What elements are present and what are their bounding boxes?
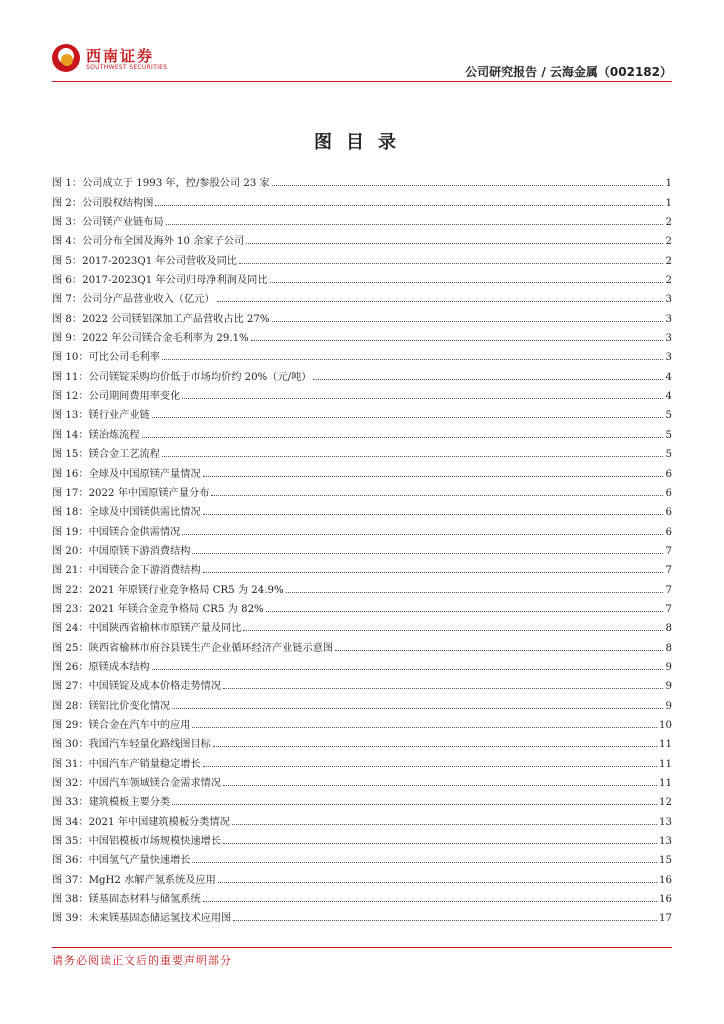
toc-entry-page: 12 [659, 797, 672, 809]
toc-entry-label: 图 11：公司镁锭采购均价低于市场均价约 20%（元/吨） [52, 371, 312, 383]
toc-leader-dots [223, 843, 657, 844]
toc-entry[interactable] [52, 286, 672, 305]
toc-entry-page: 5 [665, 410, 672, 422]
toc-entry[interactable] [52, 363, 672, 382]
toc-leader-dots [232, 824, 657, 825]
toc-entry[interactable] [52, 480, 672, 499]
toc-leader-dots [192, 553, 663, 554]
toc-leader-dots [272, 321, 663, 322]
toc-leader-dots [162, 359, 663, 360]
toc-leader-dots [217, 301, 663, 302]
toc-entry-page: 11 [659, 739, 672, 751]
toc-leader-dots [286, 592, 663, 593]
toc-leader-dots [182, 398, 663, 399]
toc-entry-page: 3 [665, 313, 672, 325]
toc-entry[interactable] [52, 305, 672, 324]
toc-entry-page: 3 [665, 333, 672, 345]
toc-entry-page: 13 [659, 836, 672, 848]
toc-leader-dots [335, 650, 663, 651]
toc-entry-page: 7 [665, 584, 672, 596]
toc-entry-label: 图 2：公司股权结构图 [52, 197, 154, 209]
toc-leader-dots [192, 727, 657, 728]
toc-entry-label: 图 19：中国镁合金供需情况 [52, 526, 181, 538]
report-label: 公司研究报告 / 云海金属（002182） [465, 65, 672, 79]
toc-entry[interactable] [52, 538, 672, 557]
logo-english-name: SOUTHWEST SECURITIES [86, 64, 168, 71]
toc-entry[interactable] [52, 518, 672, 537]
toc-leader-dots [239, 263, 663, 264]
toc-entry-label: 图 38：镁基固态材料与储氢系统 [52, 894, 201, 906]
toc-entry[interactable] [52, 789, 672, 808]
toc-entry-label: 图 22：2021 年原镁行业竞争格局 CR5 为 24.9% [52, 584, 284, 596]
toc-entry-page: 4 [665, 391, 672, 403]
toc-entry[interactable] [52, 209, 672, 228]
toc-entry-page: 9 [665, 661, 672, 673]
toc-leader-dots [223, 688, 663, 689]
toc-leader-dots [203, 476, 663, 477]
toc-entry[interactable] [52, 170, 672, 189]
toc-title: 图目录 [314, 132, 410, 153]
toc-entry-label: 图 25：陕西省榆林市府谷县镁生产企业循环经济产业链示意图 [52, 642, 334, 654]
toc-entry-page: 10 [659, 719, 672, 731]
toc-entry-page: 15 [659, 855, 672, 867]
toc-leader-dots [246, 243, 663, 244]
toc-entry-page: 4 [665, 371, 672, 383]
toc-entry-label: 图 21：中国镁合金下游消费结构 [52, 565, 201, 577]
toc-entry-page: 9 [665, 700, 672, 712]
toc-entry[interactable] [52, 847, 672, 866]
toc-entry[interactable] [52, 750, 672, 769]
toc-entry-page: 16 [659, 874, 672, 886]
toc-entry-page: 2 [665, 275, 672, 287]
toc-entry[interactable] [52, 886, 672, 905]
toc-leader-dots [203, 514, 663, 515]
footer-disclaimer-note: 请务必阅读正文后的重要声明部分 [52, 954, 232, 967]
toc-leader-dots [223, 785, 657, 786]
toc-entry-label: 图 9：2022 年公司镁合金毛利率为 29.1% [52, 333, 249, 345]
toc-entry-label: 图 1：公司成立于 1993 年，控/参股公司 23 家 [52, 178, 270, 190]
toc-leader-dots [162, 456, 663, 457]
toc-leader-dots [166, 224, 663, 225]
toc-entry-label: 图 29：镁合金在汽车中的应用 [52, 719, 191, 731]
toc-entry-label: 图 18：全球及中国镁供需比情况 [52, 507, 201, 519]
toc-entry[interactable] [52, 325, 672, 344]
toc-entry-page: 7 [665, 603, 672, 615]
header-divider [52, 81, 672, 82]
toc-entry-page: 7 [665, 565, 672, 577]
toc-entry-page: 8 [665, 623, 672, 635]
toc-leader-dots [172, 708, 663, 709]
toc-leader-dots [152, 669, 663, 670]
toc-leader-dots [233, 920, 657, 921]
toc-entry[interactable] [52, 654, 672, 673]
toc-entry-page: 2 [665, 255, 672, 267]
toc-entry-label: 图 27：中国镁锭及成本价格走势情况 [52, 681, 222, 693]
toc-leader-dots [270, 282, 663, 283]
toc-entry[interactable] [52, 247, 672, 266]
toc-entry-label: 图 13：镁行业产业链 [52, 410, 150, 422]
toc-leader-dots [203, 901, 657, 902]
toc-entry[interactable] [52, 228, 672, 247]
logo-chinese-name: 西南证券 [86, 47, 155, 65]
toc-entry-page: 11 [659, 778, 672, 789]
toc-entry[interactable] [52, 460, 672, 479]
toc-entry[interactable] [52, 905, 672, 924]
toc-entry[interactable] [52, 731, 672, 750]
toc-entry[interactable] [52, 615, 672, 634]
toc-leader-dots [192, 862, 657, 863]
toc-leader-dots [243, 630, 663, 631]
toc-entry-page: 7 [665, 545, 672, 557]
toc-entry[interactable] [52, 596, 672, 615]
toc-entry-label: 图 36：中国氢气产量快速增长 [52, 855, 191, 867]
toc-leader-dots [266, 611, 663, 612]
toc-entry-page: 6 [665, 468, 672, 480]
toc-entry-label: 图 15：镁合金工艺流程 [52, 449, 160, 461]
toc-entry-page: 3 [665, 352, 672, 364]
toc-entry[interactable] [52, 692, 672, 711]
toc-entry-page: 8 [665, 642, 672, 654]
toc-entry-page: 1 [665, 197, 672, 209]
toc-entry-label: 图 10：可比公司毛利率 [52, 352, 160, 364]
toc-entry-label: 图 30：我国汽车轻量化路线图目标 [52, 739, 211, 751]
toc-entry[interactable] [52, 712, 672, 731]
logo-emblem-icon [52, 44, 80, 72]
toc-entry[interactable] [52, 828, 672, 847]
toc-entry[interactable] [52, 441, 672, 460]
toc-leader-dots [172, 804, 657, 805]
toc-entry-page: 13 [659, 816, 672, 828]
toc-entry-page: 1 [665, 178, 672, 190]
toc-entry-label: 图 7：公司分产品营业收入（亿元） [52, 294, 215, 306]
toc-entry-label: 图 39：未来镁基固态储运氢技术应用图 [52, 913, 232, 925]
toc-leader-dots [211, 495, 663, 496]
page-header [0, 0, 724, 84]
toc-entry-label: 图 28：镁铝比价变化情况 [52, 700, 171, 712]
toc-leader-dots [182, 534, 663, 535]
toc-entry-label: 图 5：2017-2023Q1 年公司营收及同比 [52, 255, 237, 267]
toc-entry[interactable] [52, 770, 672, 789]
toc-entry[interactable] [52, 421, 672, 440]
toc-entry-label: 图 34：2021 年中国建筑模板分类情况 [52, 816, 230, 828]
toc-leader-dots [218, 882, 657, 883]
toc-entry-label: 图 31：中国汽车产销量稳定增长 [52, 758, 201, 770]
toc-entry-label: 图 14：镁冶炼流程 [52, 429, 140, 441]
toc-entry-page: 3 [665, 294, 672, 306]
toc-entry-label: 图 4：公司分布全国及海外 10 余家子公司 [52, 236, 245, 248]
toc-entry[interactable] [52, 673, 672, 692]
toc-list [52, 170, 672, 924]
toc-leader-dots [152, 417, 663, 418]
toc-entry-label: 图 8：2022 公司镁铝深加工产品营收占比 27% [52, 313, 270, 325]
toc-entry-label: 图 17：2022 年中国原镁产量分布 [52, 487, 210, 499]
toc-entry-label: 图 16：全球及中国原镁产量情况 [52, 468, 201, 480]
toc-entry-label: 图 33：建筑模板主要分类 [52, 797, 171, 809]
toc-entry-label: 图 6：2017-2023Q1 年公司归母净利润及同比 [52, 275, 268, 287]
toc-entry[interactable] [52, 866, 672, 885]
toc-leader-dots [251, 340, 663, 341]
toc-entry-label: 图 32：中国汽车领域镁合金需求情况 [52, 778, 222, 789]
toc-leader-dots [213, 746, 657, 747]
toc-leader-dots [203, 572, 663, 573]
toc-entry[interactable] [52, 267, 672, 286]
toc-entry-label: 图 12：公司期间费用率变化 [52, 391, 181, 403]
toc-entry-page: 6 [665, 507, 672, 519]
toc-entry-label: 图 24：中国陕西省榆林市原镁产量及同比 [52, 623, 242, 635]
toc-entry[interactable] [52, 576, 672, 595]
toc-entry-page: 17 [659, 913, 672, 925]
toc-entry-page: 2 [665, 217, 672, 229]
toc-entry[interactable] [52, 189, 672, 208]
toc-entry[interactable] [52, 557, 672, 576]
toc-leader-dots [203, 766, 657, 767]
toc-entry-label: 图 23：2021 年镁合金竞争格局 CR5 为 82% [52, 603, 264, 615]
toc-entry-label: 图 20：中国原镁下游消费结构 [52, 545, 191, 557]
toc-entry-page: 16 [659, 894, 672, 906]
toc-entry[interactable] [52, 499, 672, 518]
toc-entry-page: 6 [665, 487, 672, 499]
toc-entry-label: 图 3：公司镁产业链布局 [52, 217, 164, 229]
toc-leader-dots [142, 437, 663, 438]
toc-entry-page: 2 [665, 236, 672, 248]
toc-leader-dots [272, 185, 663, 186]
toc-entry-page: 11 [659, 758, 672, 770]
toc-entry-page: 5 [665, 429, 672, 441]
toc-entry[interactable] [52, 634, 672, 653]
toc-entry-label: 图 37：MgH2 水解产氢系统及应用 [52, 874, 216, 886]
footer-divider [52, 947, 672, 948]
toc-leader-dots [313, 379, 663, 380]
toc-leader-dots [155, 205, 663, 206]
toc-entry[interactable] [52, 402, 672, 421]
toc-entry[interactable] [52, 808, 672, 827]
toc-entry-label: 图 26：原镁成本结构 [52, 661, 150, 673]
toc-entry-page: 9 [665, 681, 672, 693]
toc-entry[interactable] [52, 383, 672, 402]
toc-entry-page: 6 [665, 526, 672, 538]
toc-entry-page: 5 [665, 449, 672, 461]
toc-entry[interactable] [52, 344, 672, 363]
toc-entry-label: 图 35：中国铝模板市场规模快速增长 [52, 836, 222, 848]
